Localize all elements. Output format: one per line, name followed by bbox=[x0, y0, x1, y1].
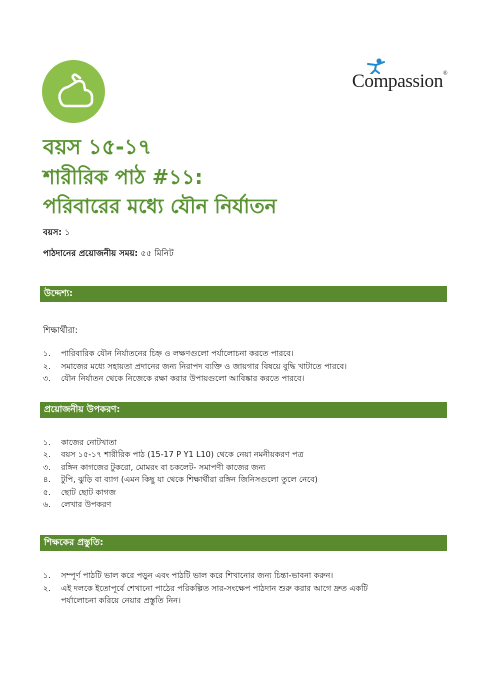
age-label: বয়স: bbox=[43, 228, 62, 238]
objectives-list bbox=[43, 348, 347, 386]
objectives-header: উদ্দেশ্য: bbox=[40, 286, 447, 302]
list-item: ২. সমাজের মধ্যে সহায়তা প্রদানের জন্য নিরাপদ ব্যক্তি ও জায়গার বিষয়ে বুদ্ধি খাটাতে পারবে। bbox=[43, 361, 347, 371]
list-item: ২. বয়স ১৫-১৭ শারীরিক পাঠ (15-17 P Y1 L10) থেকে নেয়া নমনীয়করণ পত্র bbox=[43, 450, 304, 460]
list-item: ১. সম্পূর্ণ পাঠটি ভাল করে পড়ুন এবং পাঠটি ভাল করে শিখানোর জন্য চিন্তা-ভাবনা করুন। bbox=[43, 571, 334, 580]
list-item: ৩. যৌন নির্যাতন থেকে নিজেকে রক্ষা করার উপায়গুলো আবিষ্কার করতে পারবে। bbox=[43, 374, 305, 383]
materials-list bbox=[43, 437, 318, 511]
materials-header: প্রয়োজনীয় উপকরণ: bbox=[40, 402, 447, 418]
objectives-intro: শিক্ষার্থীরা: bbox=[43, 326, 78, 336]
age-heading: বয়স ১৫-১৭ bbox=[43, 135, 152, 159]
lesson-title: পরিবারের মধ্যে যৌন নির্যাতন bbox=[43, 194, 277, 218]
flexed-arm-icon bbox=[42, 60, 105, 123]
list-item: ৬. লেখার উপকরণ bbox=[43, 500, 112, 510]
time-label: পাঠদানের প্রয়োজনীয় সময়: bbox=[43, 249, 138, 259]
time-value: ৫৫ মিনিট bbox=[140, 249, 174, 259]
age-meta bbox=[43, 226, 70, 240]
compassion-logo bbox=[352, 58, 456, 92]
list-item: ৫. ছোট ছোট কাগজ bbox=[43, 487, 116, 497]
list-item: ৪. টুপি, ঝুড়ি বা ব্যাগ (এমন কিছু যা থেকে শিক্ষার্থীরা রঙ্গিন জিনিসগুলো তুলে নেবে) bbox=[43, 475, 318, 485]
list-item: ২. এই দলকে ইতোপূর্বে শেখানো পাঠের পরিকল্পিত সার-সংক্ষেপ পাঠদান শুরু করার আগে দ্রুত একটি পর্যালোচনা করিয়ে নেয়ার প্রস্তুতি নিন। bbox=[43, 583, 368, 605]
preparation-list bbox=[43, 570, 368, 608]
preparation-header: শিক্ষকের প্রস্তুতি: bbox=[40, 535, 447, 551]
list-item: ১. কাজের নোটখাতা bbox=[43, 438, 117, 447]
list-item: ১. পারিবারিক যৌন নির্যাতনের চিহ্ন ও লক্ষণগুলো পর্যালোচনা করতে পারবে। bbox=[43, 349, 294, 358]
age-value: ১ bbox=[64, 228, 70, 238]
list-item: ৩. রঙ্গিন কাগজের টুকরো, মোমরং বা চকলেট- সমাপণী কাজের জন্য bbox=[43, 462, 266, 472]
time-meta bbox=[43, 247, 174, 261]
lesson-title-number: শারীরিক পাঠ #১১: bbox=[43, 165, 203, 189]
logo-wordmark: Compassion® bbox=[352, 71, 448, 92]
